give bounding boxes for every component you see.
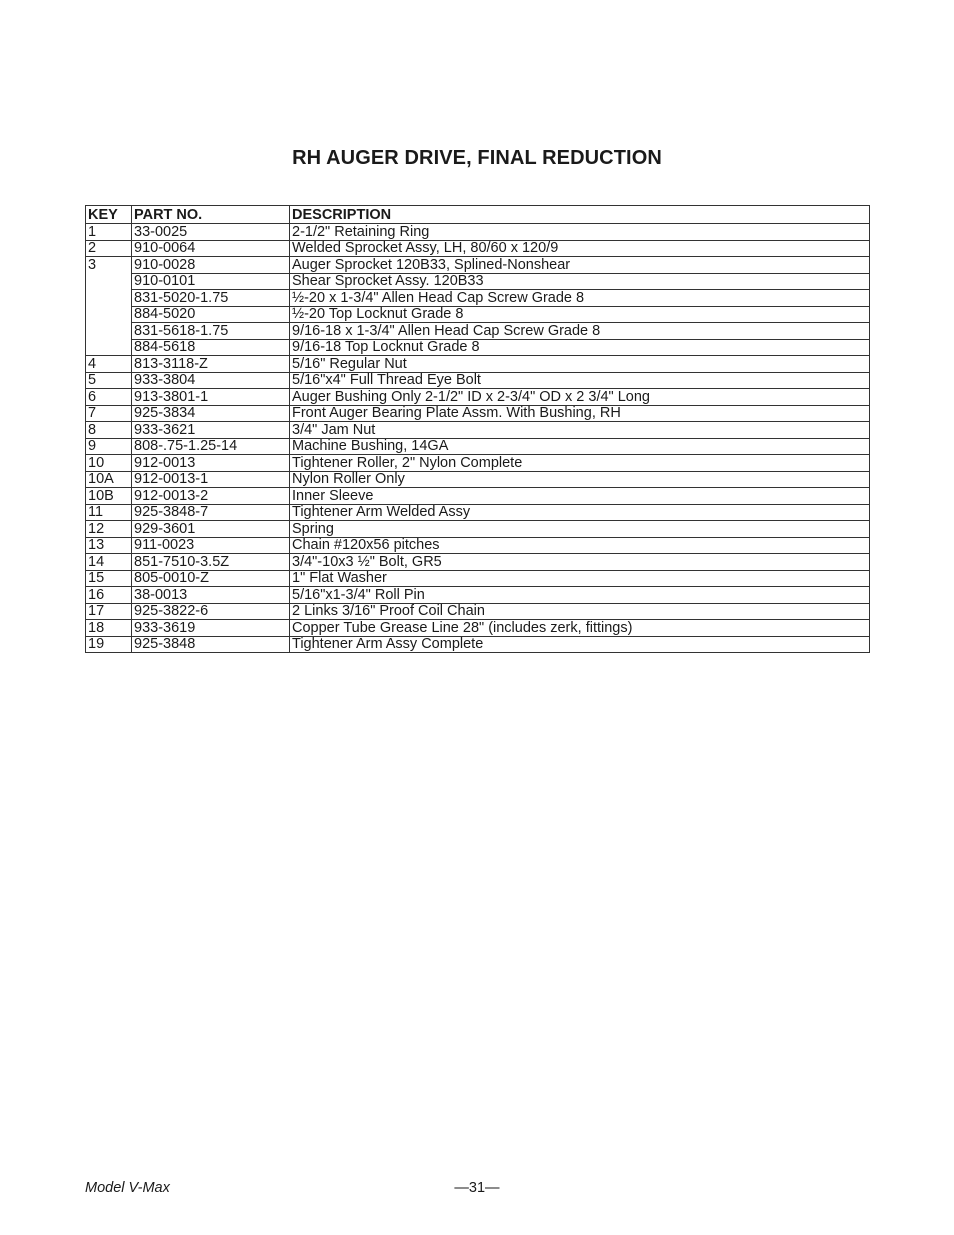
table-row bbox=[86, 438, 870, 455]
footer-model: Model V-Max bbox=[85, 1180, 170, 1196]
cell-key: 6 bbox=[86, 389, 132, 406]
cell-key: 1 bbox=[86, 224, 132, 241]
cell-description: Copper Tube Grease Line 28" (includes zerk, fittings) bbox=[290, 620, 870, 637]
cell-key: 16 bbox=[86, 587, 132, 604]
table-row bbox=[86, 224, 870, 241]
cell-key: 10A bbox=[86, 471, 132, 488]
cell-key: 13 bbox=[86, 537, 132, 554]
table-row bbox=[86, 521, 870, 538]
cell-description: Front Auger Bearing Plate Assm. With Bushing, RH bbox=[290, 405, 870, 422]
cell-part-no: 933-3804 bbox=[132, 372, 290, 389]
cell-part-no: 851-7510-3.5Z bbox=[132, 554, 290, 571]
table-row bbox=[86, 554, 870, 571]
cell-part-no: 911-0023 bbox=[132, 537, 290, 554]
cell-key: 9 bbox=[86, 438, 132, 455]
cell-part-no: 884-5020 bbox=[132, 306, 290, 323]
cell-key: 11 bbox=[86, 504, 132, 521]
cell-description: 5/16"x1-3/4" Roll Pin bbox=[290, 587, 870, 604]
cell-description: ½-20 x 1-3/4" Allen Head Cap Screw Grade 8 bbox=[290, 290, 870, 307]
cell-description: 2-1/2" Retaining Ring bbox=[290, 224, 870, 241]
header-key: KEY bbox=[86, 206, 132, 224]
table-row bbox=[86, 570, 870, 587]
cell-description: Tightener Arm Welded Assy bbox=[290, 504, 870, 521]
cell-part-no: 912-0013-2 bbox=[132, 488, 290, 505]
cell-description: Tightener Roller, 2" Nylon Complete bbox=[290, 455, 870, 472]
cell-key bbox=[86, 273, 132, 290]
cell-part-no: 912-0013-1 bbox=[132, 471, 290, 488]
cell-part-no: 910-0101 bbox=[132, 273, 290, 290]
table-row bbox=[86, 356, 870, 373]
cell-part-no: 884-5618 bbox=[132, 339, 290, 356]
table-row bbox=[86, 455, 870, 472]
cell-description: Welded Sprocket Assy, LH, 80/60 x 120/9 bbox=[290, 240, 870, 257]
cell-key: 4 bbox=[86, 356, 132, 373]
cell-description: Spring bbox=[290, 521, 870, 538]
cell-part-no: 808-.75-1.25-14 bbox=[132, 438, 290, 455]
cell-key bbox=[86, 290, 132, 307]
cell-part-no: 813-3118-Z bbox=[132, 356, 290, 373]
cell-key: 3 bbox=[86, 257, 132, 274]
cell-part-no: 925-3834 bbox=[132, 405, 290, 422]
header-description: DESCRIPTION bbox=[290, 206, 870, 224]
cell-description: Tightener Arm Assy Complete bbox=[290, 636, 870, 653]
table-row bbox=[86, 372, 870, 389]
cell-key: 8 bbox=[86, 422, 132, 439]
cell-description: 9/16-18 x 1-3/4" Allen Head Cap Screw Grade 8 bbox=[290, 323, 870, 340]
cell-key: 5 bbox=[86, 372, 132, 389]
cell-key: 19 bbox=[86, 636, 132, 653]
cell-part-no: 925-3848 bbox=[132, 636, 290, 653]
footer-page-number: —31— bbox=[454, 1180, 500, 1196]
table-row bbox=[86, 405, 870, 422]
cell-description: 3/4"-10x3 ½" Bolt, GR5 bbox=[290, 554, 870, 571]
table-row bbox=[86, 339, 870, 356]
parts-table bbox=[85, 205, 870, 653]
page-title: RH AUGER DRIVE, FINAL REDUCTION bbox=[292, 147, 662, 169]
cell-key: 2 bbox=[86, 240, 132, 257]
cell-description: 9/16-18 Top Locknut Grade 8 bbox=[290, 339, 870, 356]
cell-key: 7 bbox=[86, 405, 132, 422]
cell-part-no: 912-0013 bbox=[132, 455, 290, 472]
cell-description: 5/16" Regular Nut bbox=[290, 356, 870, 373]
cell-part-no: 831-5020-1.75 bbox=[132, 290, 290, 307]
table-row bbox=[86, 620, 870, 637]
cell-part-no: 38-0013 bbox=[132, 587, 290, 604]
cell-description: Inner Sleeve bbox=[290, 488, 870, 505]
cell-description: Shear Sprocket Assy. 120B33 bbox=[290, 273, 870, 290]
table-row bbox=[86, 257, 870, 274]
cell-key: 17 bbox=[86, 603, 132, 620]
cell-description: 3/4" Jam Nut bbox=[290, 422, 870, 439]
cell-part-no: 33-0025 bbox=[132, 224, 290, 241]
cell-part-no: 910-0064 bbox=[132, 240, 290, 257]
cell-key: 15 bbox=[86, 570, 132, 587]
cell-description: Auger Sprocket 120B33, Splined-Nonshear bbox=[290, 257, 870, 274]
cell-key bbox=[86, 323, 132, 340]
header-part-no: PART NO. bbox=[132, 206, 290, 224]
table-row bbox=[86, 603, 870, 620]
cell-key: 18 bbox=[86, 620, 132, 637]
cell-description: ½-20 Top Locknut Grade 8 bbox=[290, 306, 870, 323]
cell-key: 10 bbox=[86, 455, 132, 472]
table-row bbox=[86, 323, 870, 340]
cell-part-no: 805-0010-Z bbox=[132, 570, 290, 587]
cell-description: Machine Bushing, 14GA bbox=[290, 438, 870, 455]
cell-part-no: 925-3848-7 bbox=[132, 504, 290, 521]
cell-part-no: 929-3601 bbox=[132, 521, 290, 538]
table-header-row bbox=[86, 206, 870, 224]
cell-description: 1" Flat Washer bbox=[290, 570, 870, 587]
table-row bbox=[86, 636, 870, 653]
cell-part-no: 913-3801-1 bbox=[132, 389, 290, 406]
cell-description: Nylon Roller Only bbox=[290, 471, 870, 488]
cell-key bbox=[86, 339, 132, 356]
table-row bbox=[86, 488, 870, 505]
parts-table-body bbox=[86, 224, 870, 653]
table-row bbox=[86, 240, 870, 257]
table-row bbox=[86, 504, 870, 521]
cell-part-no: 933-3621 bbox=[132, 422, 290, 439]
cell-key bbox=[86, 306, 132, 323]
table-row bbox=[86, 471, 870, 488]
cell-description: Chain #120x56 pitches bbox=[290, 537, 870, 554]
table-row bbox=[86, 537, 870, 554]
cell-key: 14 bbox=[86, 554, 132, 571]
cell-description: 5/16"x4" Full Thread Eye Bolt bbox=[290, 372, 870, 389]
table-row bbox=[86, 389, 870, 406]
cell-key: 10B bbox=[86, 488, 132, 505]
table-row bbox=[86, 306, 870, 323]
cell-part-no: 925-3822-6 bbox=[132, 603, 290, 620]
cell-part-no: 933-3619 bbox=[132, 620, 290, 637]
cell-description: Auger Bushing Only 2-1/2" ID x 2-3/4" OD x 2 3/4" Long bbox=[290, 389, 870, 406]
table-row bbox=[86, 290, 870, 307]
table-row bbox=[86, 587, 870, 604]
cell-key: 12 bbox=[86, 521, 132, 538]
table-row bbox=[86, 273, 870, 290]
cell-part-no: 910-0028 bbox=[132, 257, 290, 274]
table-row bbox=[86, 422, 870, 439]
cell-description: 2 Links 3/16" Proof Coil Chain bbox=[290, 603, 870, 620]
cell-part-no: 831-5618-1.75 bbox=[132, 323, 290, 340]
